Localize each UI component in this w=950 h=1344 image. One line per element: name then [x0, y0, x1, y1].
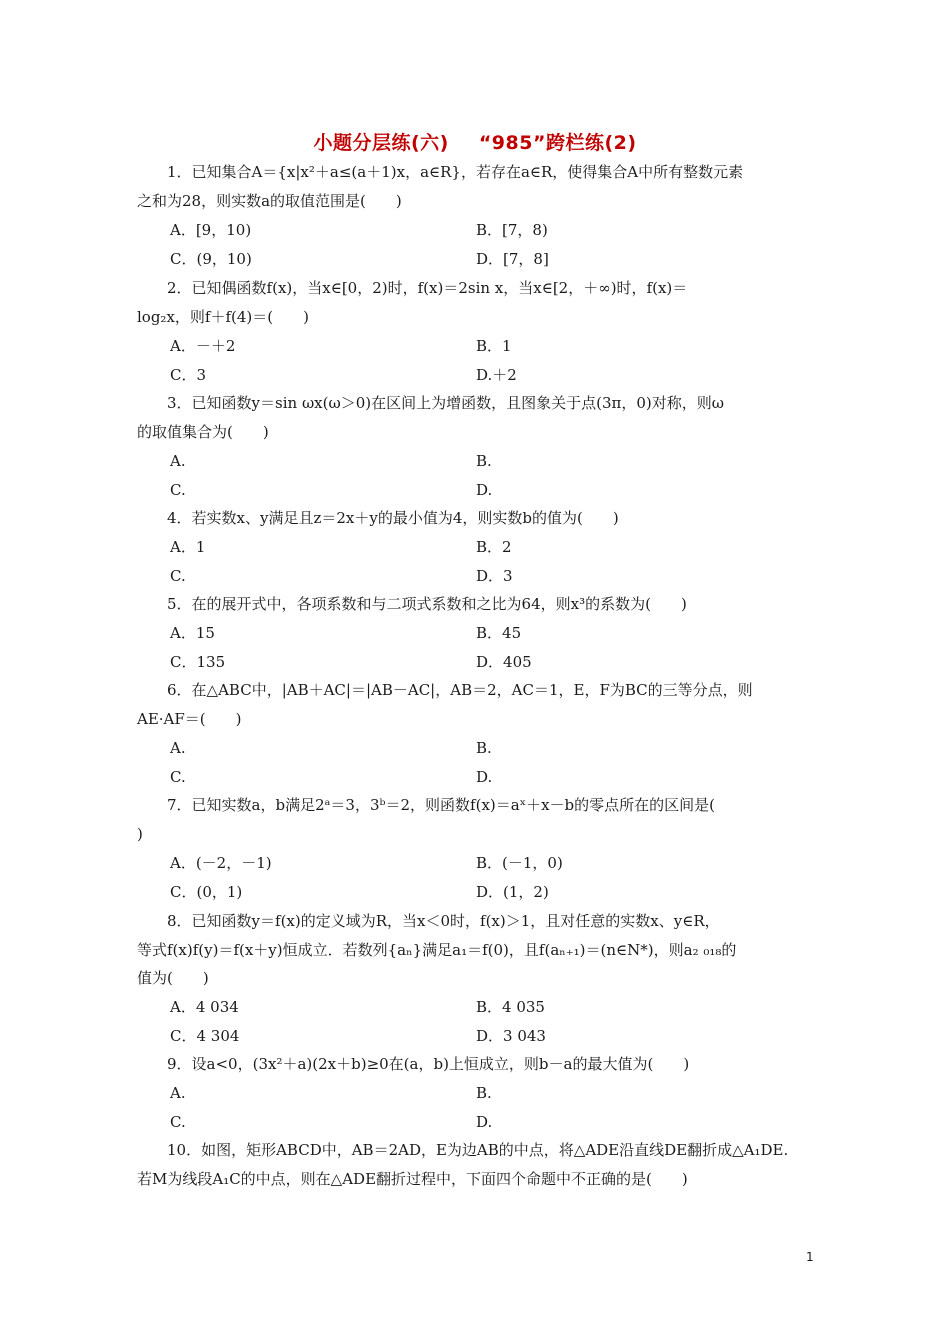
q1-option-b: B．[7，8) — [476, 221, 548, 239]
q2-line-1: 2．已知偶函数f(x)，当x∈[0，2)时，f(x)＝2sin x，当x∈[2，＋∞)时，f(x)＝ — [167, 279, 688, 297]
page-number: 1 — [806, 1250, 814, 1264]
q9-option-b: B. — [476, 1084, 492, 1102]
q4-option-b: B．2 — [476, 538, 512, 556]
q10-line-2: 若M为线段A₁C的中点，则在△ADE翻折过程中，下面四个命题中不正确的是( ) — [137, 1170, 688, 1188]
q6-option-b: B. — [476, 739, 492, 757]
q8-line-1: 8．已知函数y＝f(x)的定义域为R，当x＜0时，f(x)＞1，且对任意的实数x、y∈R， — [167, 912, 720, 930]
title-part-2: “985”跨栏练(2) — [478, 132, 637, 154]
q5-option-a: A．15 — [170, 624, 215, 642]
q6-option-c: C. — [170, 768, 186, 786]
q7-option-c: C．(0，1) — [170, 883, 243, 901]
q1-line-1: 1．已知集合A＝{x|x²＋a≤(a＋1)x，a∈R}，若存在a∈R，使得集合A中所有整数元素 — [167, 163, 744, 181]
q8-line-3: 值为( ) — [137, 969, 209, 987]
q2-option-b: B．1 — [476, 337, 512, 355]
q6-line-2: AE·AF＝( ) — [137, 710, 242, 728]
q4-option-d: D．3 — [476, 567, 513, 585]
q3-line-2: 的取值集合为( ) — [137, 423, 269, 441]
q8-option-a: A．4 034 — [170, 998, 239, 1016]
q5-option-c: C．135 — [170, 653, 226, 671]
q10-line-1: 10．如图，矩形ABCD中，AB＝2AD，E为边AB的中点，将△ADE沿直线DE翻折成△A₁DE. — [167, 1141, 789, 1159]
q4-line-1: 4．若实数x、y满足且z＝2x＋y的最小值为4，则实数b的值为( ) — [167, 509, 619, 527]
q9-option-d: D. — [476, 1113, 493, 1131]
q1-option-d: D．[7，8] — [476, 250, 549, 268]
q4-option-a: A．1 — [170, 538, 206, 556]
q2-line-2: log₂x，则f＋f(4)＝( ) — [137, 308, 309, 326]
q7-line-2: ) — [137, 825, 143, 843]
q2-option-a: A．－＋2 — [170, 337, 236, 355]
q7-line-1: 7．已知实数a，b满足2ᵃ＝3，3ᵇ＝2，则函数f(x)＝aˣ＋x－b的零点所在的区间是( — [167, 796, 715, 814]
q6-option-a: A. — [170, 739, 186, 757]
q8-option-b: B．4 035 — [476, 998, 545, 1016]
q1-option-c: C．(9，10) — [170, 250, 252, 268]
q1-line-2: 之和为28，则实数a的取值范围是( ) — [137, 192, 402, 210]
q9-option-a: A. — [170, 1084, 186, 1102]
q5-option-b: B．45 — [476, 624, 522, 642]
q3-option-b: B. — [476, 452, 492, 470]
q1-option-a: A．[9，10) — [170, 221, 252, 239]
q6-option-d: D. — [476, 768, 493, 786]
q2-option-c: C．3 — [170, 366, 207, 384]
q7-option-d: D．(1，2) — [476, 883, 549, 901]
title-part-1: 小题分层练(六) — [313, 132, 449, 154]
q3-option-a: A. — [170, 452, 186, 470]
q2-option-d: D.＋2 — [476, 366, 517, 384]
q8-line-2: 等式f(x)f(y)＝f(x＋y)恒成立．若数列{aₙ}满足a₁＝f(0)，且f(aₙ₊₁)＝(n∈N*)，则a₂ ₀₁₈的 — [137, 941, 737, 959]
q3-option-d: D. — [476, 481, 493, 499]
q7-option-a: A．(－2，－1) — [170, 854, 272, 872]
q8-option-c: C．4 304 — [170, 1027, 240, 1045]
q3-line-1: 3．已知函数y＝sin ωx(ω＞0)在区间上为增函数，且图象关于点(3π，0)对称，则ω — [167, 394, 724, 412]
q7-option-b: B．(－1，0) — [476, 854, 563, 872]
page-title — [0, 128, 950, 155]
q6-line-1: 6．在△ABC中，|AB＋AC|＝|AB－AC|，AB＝2，AC＝1，E，F为BC的三等分点，则 — [167, 681, 753, 699]
q3-option-c: C. — [170, 481, 186, 499]
q5-option-d: D．405 — [476, 653, 532, 671]
q4-option-c: C. — [170, 567, 186, 585]
q9-option-c: C. — [170, 1113, 186, 1131]
q9-line-1: 9．设a<0，(3x²＋a)(2x＋b)≥0在(a，b)上恒成立，则b－a的最大值为( ) — [167, 1055, 690, 1073]
q5-line-1: 5．在的展开式中，各项系数和与二项式系数和之比为64，则x³的系数为( ) — [167, 595, 687, 613]
q8-option-d: D．3 043 — [476, 1027, 546, 1045]
